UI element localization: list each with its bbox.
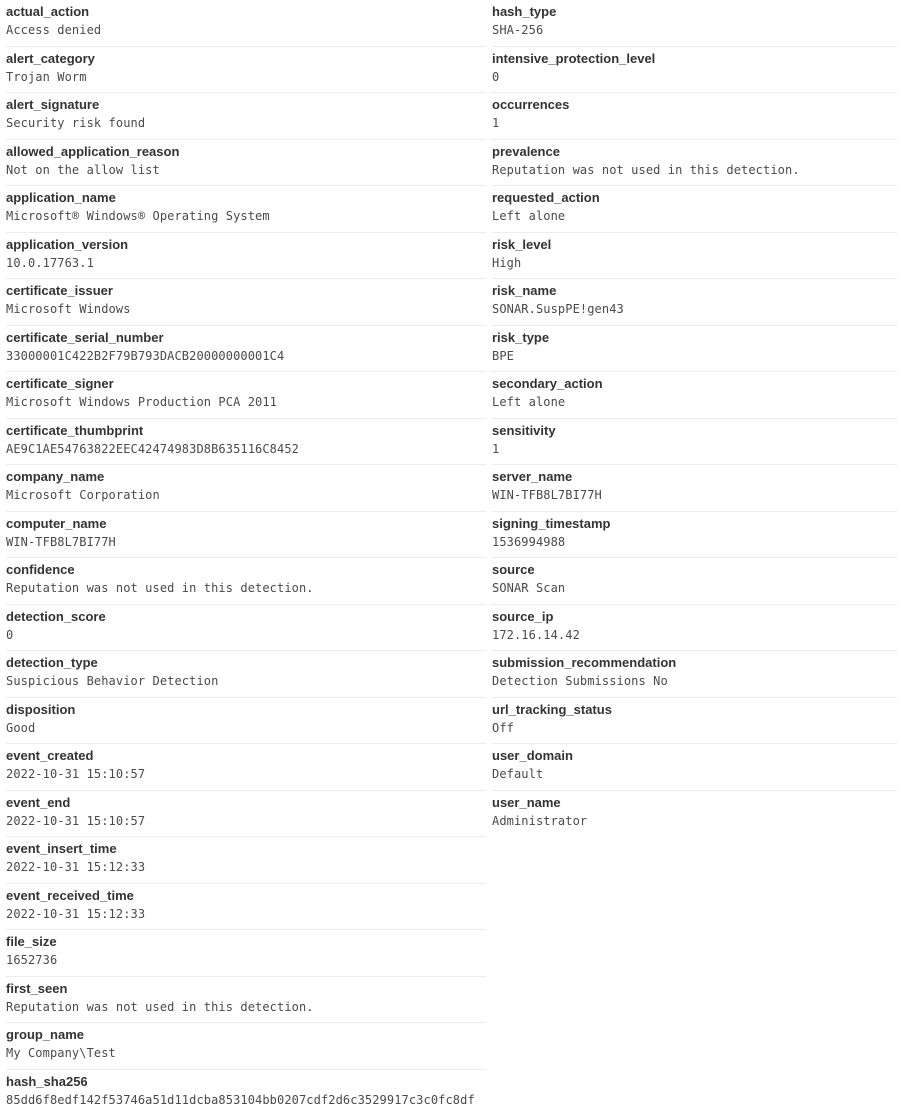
field-value[interactable]: 1536994988 xyxy=(492,532,897,550)
field-hash-sha256 xyxy=(6,1070,486,1116)
field-source-ip xyxy=(492,605,897,652)
field-key: allowed_application_reason xyxy=(6,140,486,160)
field-key: sensitivity xyxy=(492,419,897,439)
field-event-received-time xyxy=(6,884,486,931)
field-key: alert_signature xyxy=(6,93,486,113)
field-certificate-thumbprint xyxy=(6,419,486,466)
field-value[interactable]: Good xyxy=(6,718,486,736)
field-key: source_ip xyxy=(492,605,897,625)
field-value[interactable]: SHA-256 xyxy=(492,20,897,38)
field-detection-score xyxy=(6,605,486,652)
field-key: hash_type xyxy=(492,0,897,20)
field-value[interactable]: Left alone xyxy=(492,392,897,410)
field-key: event_insert_time xyxy=(6,837,486,857)
field-key: occurrences xyxy=(492,93,897,113)
field-value[interactable]: Off xyxy=(492,718,897,736)
field-key: prevalence xyxy=(492,140,897,160)
field-key: certificate_thumbprint xyxy=(6,419,486,439)
field-value[interactable]: Trojan Worm xyxy=(6,67,486,85)
field-key: company_name xyxy=(6,465,486,485)
field-value[interactable]: BPE xyxy=(492,346,897,364)
field-sensitivity xyxy=(492,419,897,466)
field-company-name xyxy=(6,465,486,512)
field-value[interactable]: Microsoft Windows Production PCA 2011 xyxy=(6,392,486,410)
field-key: hash_sha256 xyxy=(6,1070,486,1090)
field-key: source xyxy=(492,558,897,578)
field-key: detection_score xyxy=(6,605,486,625)
field-value[interactable]: 172.16.14.42 xyxy=(492,625,897,643)
field-key: risk_name xyxy=(492,279,897,299)
field-key: submission_recommendation xyxy=(492,651,897,671)
field-key: user_domain xyxy=(492,744,897,764)
field-value[interactable]: Microsoft® Windows® Operating System xyxy=(6,206,486,224)
field-key: event_end xyxy=(6,791,486,811)
field-key: first_seen xyxy=(6,977,486,997)
field-hash-type xyxy=(492,0,897,47)
field-value[interactable]: SONAR.SuspPE!gen43 xyxy=(492,299,897,317)
field-prevalence xyxy=(492,140,897,187)
field-key: file_size xyxy=(6,930,486,950)
field-certificate-serial-number xyxy=(6,326,486,373)
field-risk-name xyxy=(492,279,897,326)
field-alert-category xyxy=(6,47,486,94)
field-value[interactable]: 2022-10-31 15:12:33 xyxy=(6,904,486,922)
field-intensive-protection-level xyxy=(492,47,897,94)
field-application-version xyxy=(6,233,486,280)
field-secondary-action xyxy=(492,372,897,419)
field-key: risk_level xyxy=(492,233,897,253)
field-value[interactable]: Left alone xyxy=(492,206,897,224)
field-value[interactable]: 1652736 xyxy=(6,950,486,968)
field-key: risk_type xyxy=(492,326,897,346)
field-value[interactable]: 0 xyxy=(492,67,897,85)
field-event-insert-time xyxy=(6,837,486,884)
field-key: application_version xyxy=(6,233,486,253)
field-risk-type xyxy=(492,326,897,373)
field-value[interactable]: Access denied xyxy=(6,20,486,38)
field-first-seen xyxy=(6,977,486,1024)
field-key: confidence xyxy=(6,558,486,578)
field-value[interactable]: Detection Submissions No xyxy=(492,671,897,689)
field-key: actual_action xyxy=(6,0,486,20)
field-user-name xyxy=(492,791,897,838)
field-value[interactable]: My Company\Test xyxy=(6,1043,486,1061)
field-key: url_tracking_status xyxy=(492,698,897,718)
field-key: alert_category xyxy=(6,47,486,67)
field-value[interactable]: Microsoft Corporation xyxy=(6,485,486,503)
field-value[interactable]: WIN-TFB8L7BI77H xyxy=(492,485,897,503)
field-key: signing_timestamp xyxy=(492,512,897,532)
field-value[interactable]: Default xyxy=(492,764,897,782)
field-key: disposition xyxy=(6,698,486,718)
field-key: event_received_time xyxy=(6,884,486,904)
field-value[interactable]: SONAR Scan xyxy=(492,578,897,596)
field-application-name xyxy=(6,186,486,233)
field-value[interactable]: 33000001C422B2F79B793DACB20000000001C4 xyxy=(6,346,486,364)
field-value[interactable]: Microsoft Windows xyxy=(6,299,486,317)
field-confidence xyxy=(6,558,486,605)
field-key: computer_name xyxy=(6,512,486,532)
left-field-column xyxy=(6,0,486,1116)
field-source xyxy=(492,558,897,605)
field-value[interactable]: 2022-10-31 15:12:33 xyxy=(6,857,486,875)
field-value[interactable]: 1 xyxy=(492,439,897,457)
field-key: certificate_serial_number xyxy=(6,326,486,346)
field-value[interactable]: 10.0.17763.1 xyxy=(6,253,486,271)
field-certificate-signer xyxy=(6,372,486,419)
field-server-name xyxy=(492,465,897,512)
field-signing-timestamp xyxy=(492,512,897,559)
field-file-size xyxy=(6,930,486,977)
field-requested-action xyxy=(492,186,897,233)
field-key: secondary_action xyxy=(492,372,897,392)
field-value[interactable]: WIN-TFB8L7BI77H xyxy=(6,532,486,550)
field-occurrences xyxy=(492,93,897,140)
field-submission-recommendation xyxy=(492,651,897,698)
field-key: event_created xyxy=(6,744,486,764)
field-value[interactable]: Suspicious Behavior Detection xyxy=(6,671,486,689)
field-actual-action xyxy=(6,0,486,47)
right-field-column xyxy=(492,0,897,837)
field-value[interactable]: 0 xyxy=(6,625,486,643)
field-certificate-issuer xyxy=(6,279,486,326)
field-key: group_name xyxy=(6,1023,486,1043)
field-value[interactable]: 1 xyxy=(492,113,897,131)
field-value[interactable]: High xyxy=(492,253,897,271)
field-value[interactable]: 85dd6f8edf142f53746a51d11dcba853104bb0207cdf2d6c3529917c3c0fc8df xyxy=(6,1090,486,1108)
field-key: detection_type xyxy=(6,651,486,671)
field-allowed-application-reason xyxy=(6,140,486,187)
field-key: requested_action xyxy=(492,186,897,206)
field-event-created xyxy=(6,744,486,791)
field-value[interactable]: Reputation was not used in this detection. xyxy=(492,160,897,178)
field-group-name xyxy=(6,1023,486,1070)
field-value[interactable]: 2022-10-31 15:10:57 xyxy=(6,811,486,829)
field-value[interactable]: Reputation was not used in this detection. xyxy=(6,997,486,1015)
field-key: intensive_protection_level xyxy=(492,47,897,67)
field-user-domain xyxy=(492,744,897,791)
field-value[interactable]: Not on the allow list xyxy=(6,160,486,178)
field-key: certificate_signer xyxy=(6,372,486,392)
field-url-tracking-status xyxy=(492,698,897,745)
field-alert-signature xyxy=(6,93,486,140)
field-disposition xyxy=(6,698,486,745)
field-computer-name xyxy=(6,512,486,559)
field-value[interactable]: AE9C1AE54763822EEC42474983D8B635116C8452 xyxy=(6,439,486,457)
field-detection-type xyxy=(6,651,486,698)
field-key: application_name xyxy=(6,186,486,206)
field-value[interactable]: Administrator xyxy=(492,811,897,829)
field-key: certificate_issuer xyxy=(6,279,486,299)
field-risk-level xyxy=(492,233,897,280)
field-value[interactable]: Security risk found xyxy=(6,113,486,131)
field-event-end xyxy=(6,791,486,838)
field-key: user_name xyxy=(492,791,897,811)
field-key: server_name xyxy=(492,465,897,485)
field-value[interactable]: Reputation was not used in this detection. xyxy=(6,578,486,596)
field-value[interactable]: 2022-10-31 15:10:57 xyxy=(6,764,486,782)
